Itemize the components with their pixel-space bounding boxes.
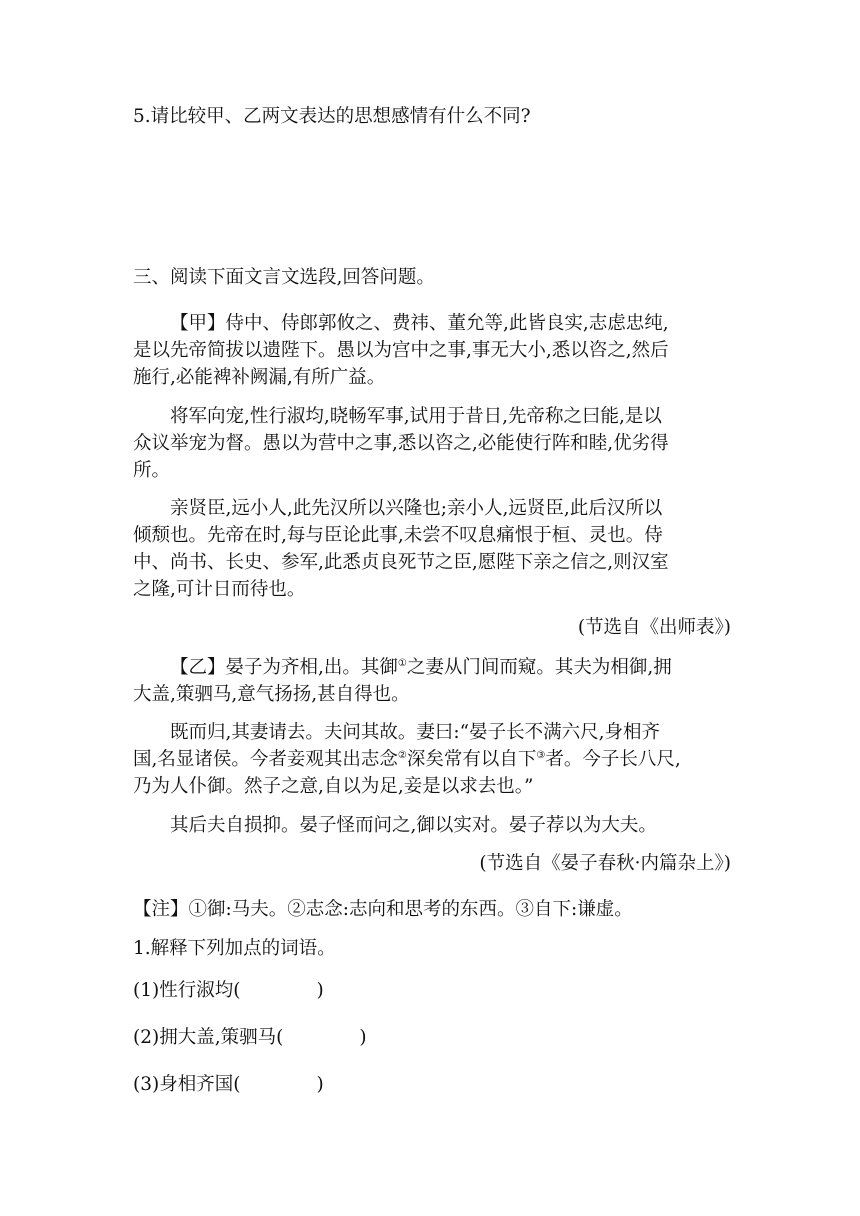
yi-p1-line-2: 大盖,策驷马,意气扬扬,甚自得也。 <box>133 684 410 705</box>
jia-p1-line-3: 施行,必能裨补阙漏,有所广益。 <box>133 367 386 388</box>
jia-p2-line-2: 众议举宠为督。愚以为营中之事,悉以咨之,必能使行阵和睦,优劣得 <box>133 433 669 454</box>
yi-p2-line-2: 国,名显诸侯。今者妾观其出志念②深矣常有以自下③者。今子长八尺, <box>133 749 681 770</box>
emphasis-dot-char: 策 <box>220 1027 240 1048</box>
yi-p3: 其后夫自损抑。晏子怪而问之,御以实对。晏子荐以为大夫。 <box>170 815 657 836</box>
question-5: 5.请比较甲、乙两文表达的思想感情有什么不同? <box>133 106 531 127</box>
footnote: 【注】①御:马夫。②志念:志向和思考的东西。③自下:谦虚。 <box>133 899 633 920</box>
q1-item-3: (3)身相齐国( ) <box>133 1074 324 1095</box>
jia-p2-line-3: 所。 <box>133 460 171 481</box>
question-1-prompt: 1.解释下列加点的词语。 <box>133 938 336 959</box>
footnote-ref-3: ③ <box>536 750 546 761</box>
footnote-ref-2: ② <box>397 750 407 761</box>
jia-p3-line-1: 亲贤臣,远小人,此先汉所以兴隆也;亲小人,远贤臣,此后汉所以 <box>170 498 663 519</box>
emphasis-dot-char: 相 <box>177 1074 197 1095</box>
yi-p2-line-3: 乃为人仆御。然子之意,自以为足,妾是以求去也。” <box>133 776 534 797</box>
q1-item-1: (1)性行淑均( ) <box>133 980 324 1001</box>
jia-p2-line-1: 将军向宠,性行淑均,晓畅军事,试用于昔日,先帝称之曰能,是以 <box>170 406 662 427</box>
q1-item-2: (2)拥大盖,策驷马( ) <box>133 1027 367 1048</box>
jia-source: (节选自《出师表》) <box>577 617 731 638</box>
emphasis-dot-char: 均 <box>214 980 234 1001</box>
jia-p3-line-4: 之隆,可计日而待也。 <box>133 579 306 600</box>
emphasis-dot-char: 淑 <box>196 980 215 1001</box>
jia-p3-line-2: 倾颓也。先帝在时,每与臣论此事,未尝不叹息痛恨于桓、灵也。侍 <box>133 525 663 546</box>
footnote-ref-1: ① <box>397 658 407 669</box>
section-3-heading: 三、阅读下面文言文选段,回答问题。 <box>133 267 435 288</box>
jia-p3-line-3: 中、尚书、长史、参军,此悉贞良死节之臣,愿陛下亲之信之,则汉室 <box>133 552 669 573</box>
yi-source: (节选自《晏子春秋·内篇杂上》) <box>479 853 731 874</box>
jia-p1-line-1: 【甲】侍中、侍郎郭攸之、费祎、董允等,此皆良实,志虑忠纯, <box>170 313 669 334</box>
yi-p2-line-1: 既而归,其妻请去。夫问其故。妻曰:“晏子长不满六尺,身相齐 <box>170 722 660 743</box>
yi-p1-line-1: 【乙】晏子为齐相,出。其御①之妻从门间而窥。其夫为相御,拥 <box>170 657 672 678</box>
jia-p1-line-2: 是以先帝简拔以遗陛下。愚以为宫中之事,事无大小,悉以咨之,然后 <box>133 340 669 361</box>
